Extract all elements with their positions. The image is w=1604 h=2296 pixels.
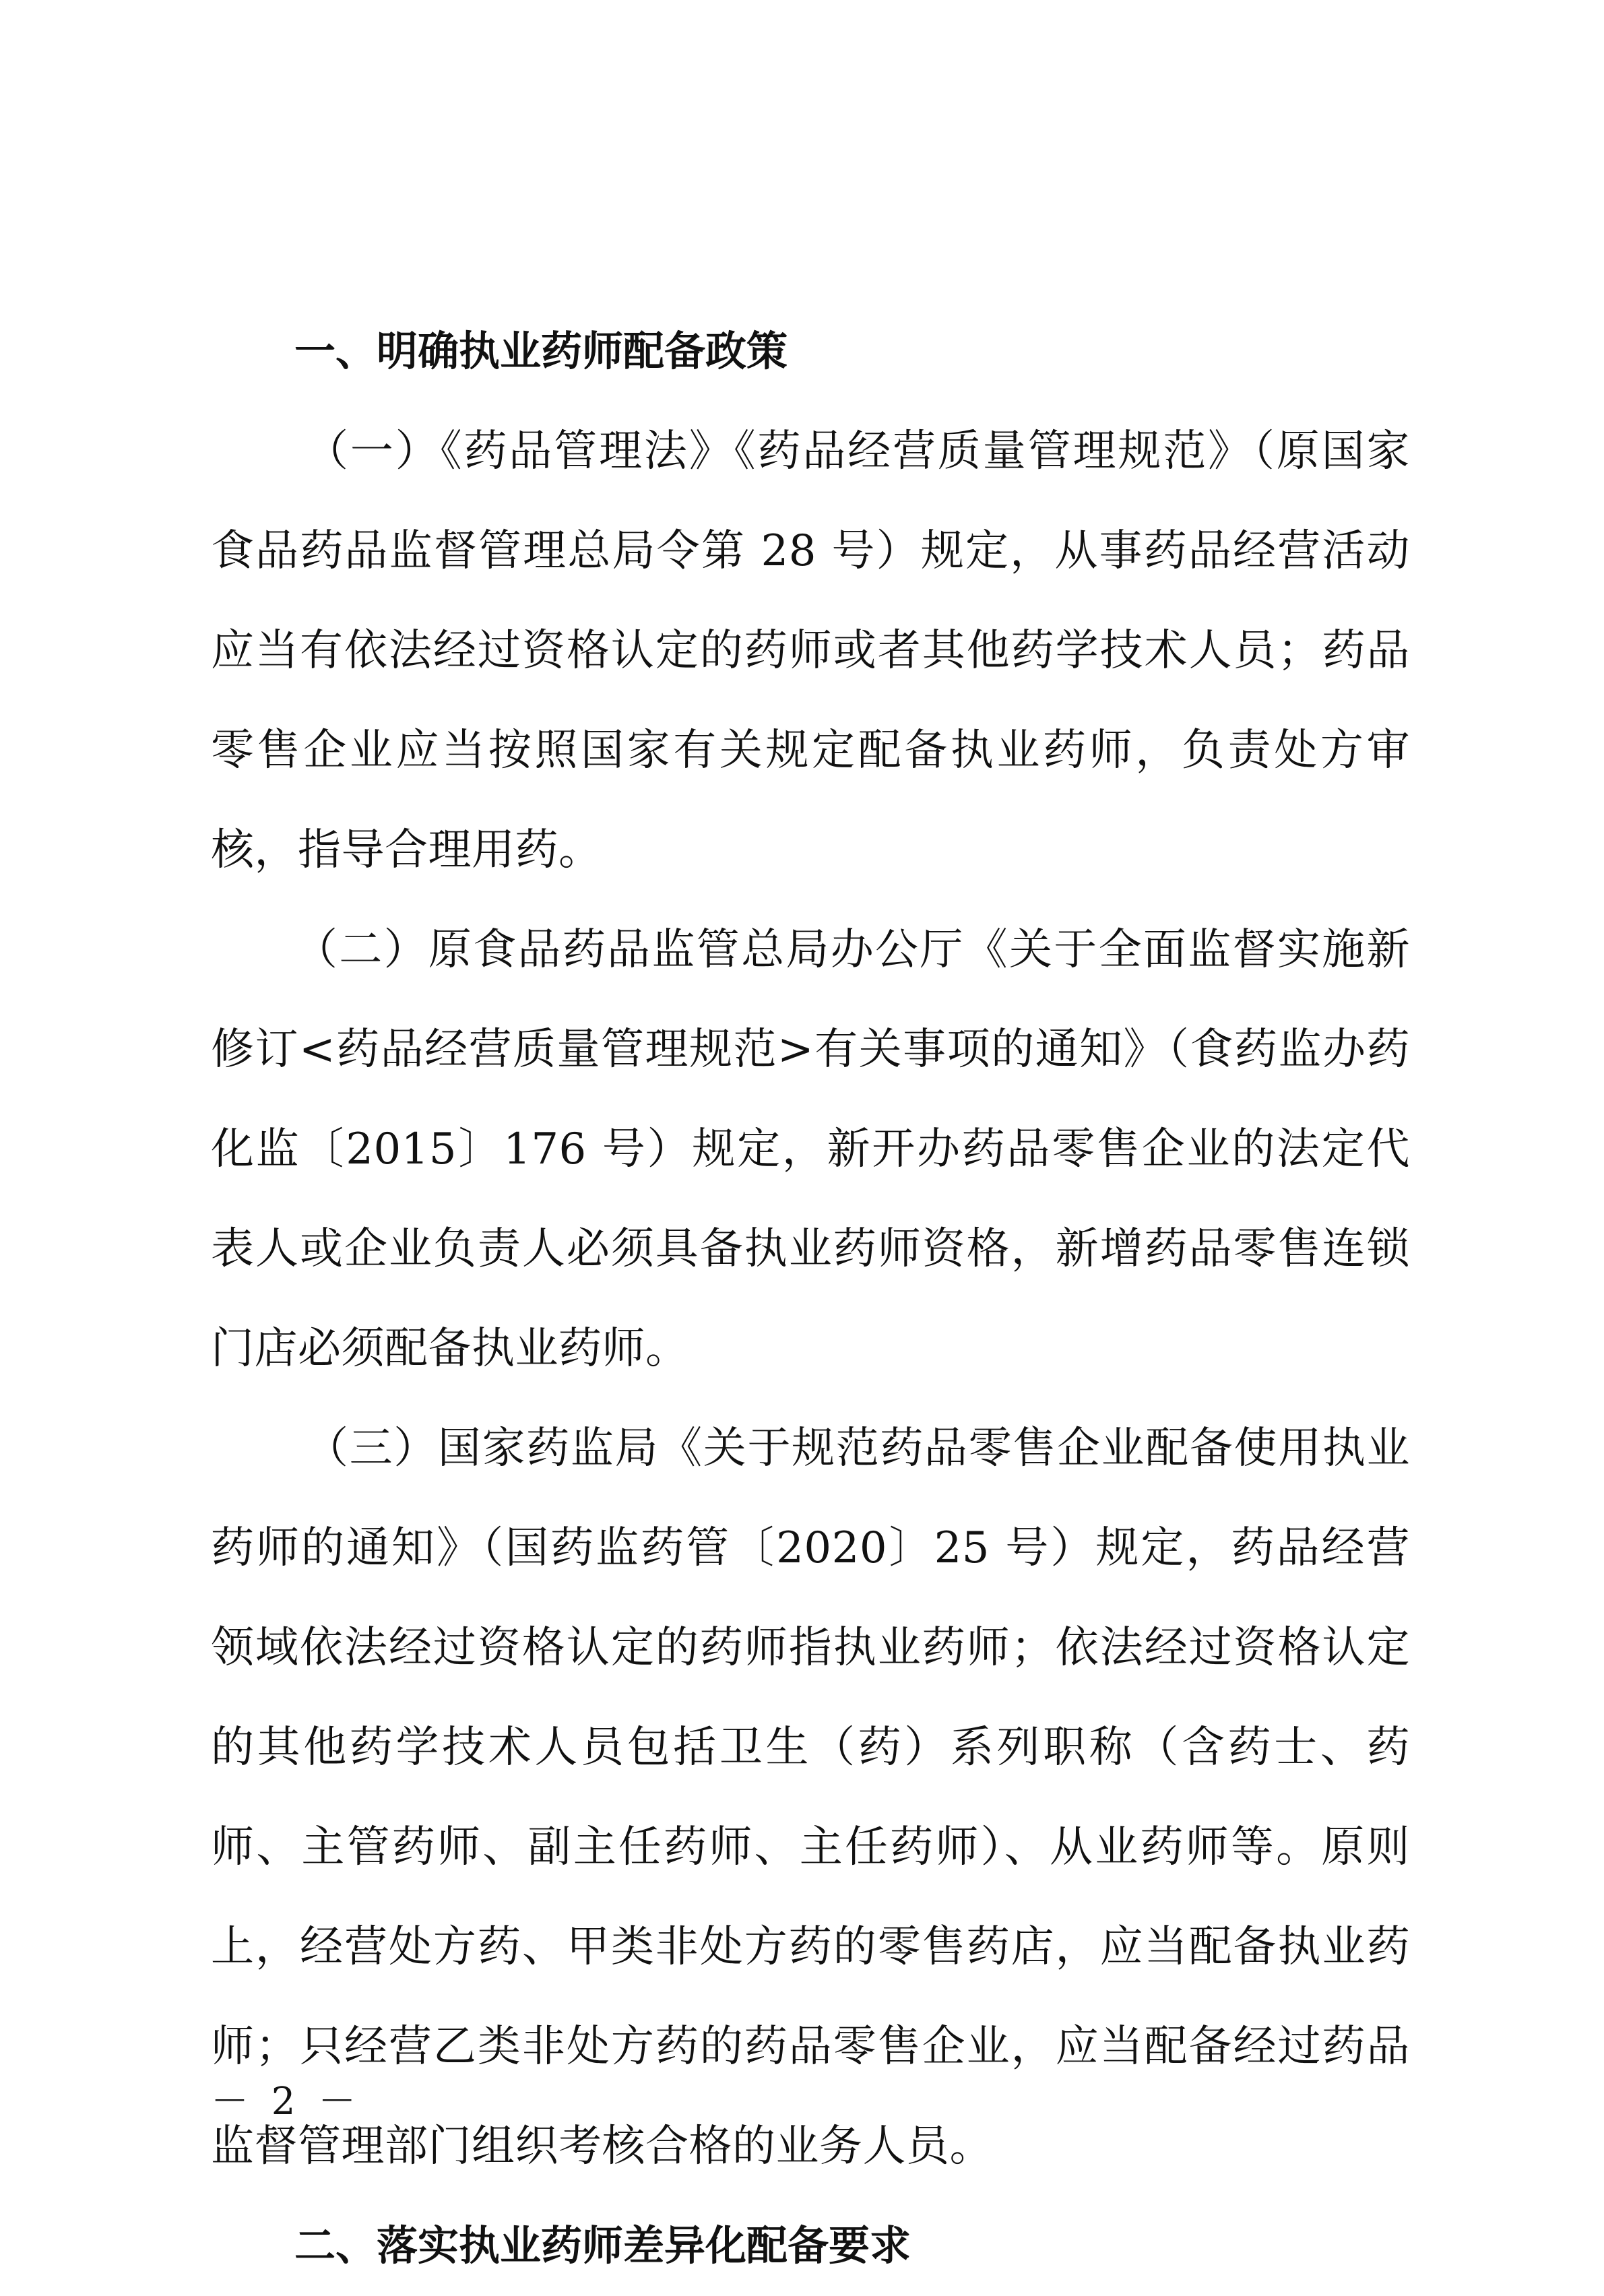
paragraph-3: （三）国家药监局《关于规范药品零售企业配备使用执业药师的通知》（国药监药管〔2020〕25 号）规定，药品经营领域依法经过资格认定的药师指执业药师；依法经过资格认定的其他药学技术人员包括卫生（药）系列职称（含药士、药师、主管药师、副主任药师、主任药师）、从业药师等。原则上，经营处方药、甲类非处方药的零售药店，应当配备执业药师；只经营乙类非处方药的药品零售企业，应当配备经过药品监督管理部门组织考核合格的业务人员。 xyxy=(211,1424,1410,2171)
section-1-heading: 一、明确执业药师配备政策 xyxy=(294,327,788,375)
section-2-heading: 二、落实执业药师差异化配备要求 xyxy=(294,2222,911,2270)
page-number: － 2 － xyxy=(211,2080,362,2124)
paragraph-2: （二）原食品药品监管总局办公厅《关于全面监督实施新修订<药品经营质量管理规范>有关事项的通知》（食药监办药化监〔2015〕176 号）规定，新开办药品零售企业的法定代表人或企业负责人必须具备执业药师资格，新增药品零售连锁门店必须配备执业药师。 xyxy=(211,925,1410,1374)
paragraph-1: （一）《药品管理法》《药品经营质量管理规范》（原国家食品药品监督管理总局令第 28 号）规定，从事药品经营活动应当有依法经过资格认定的药师或者其他药学技术人员；药品零售企业应当按照国家有关规定配备执业药师，负责处方审核，指导合理用药。 xyxy=(211,426,1410,875)
document-body xyxy=(211,302,1410,2296)
